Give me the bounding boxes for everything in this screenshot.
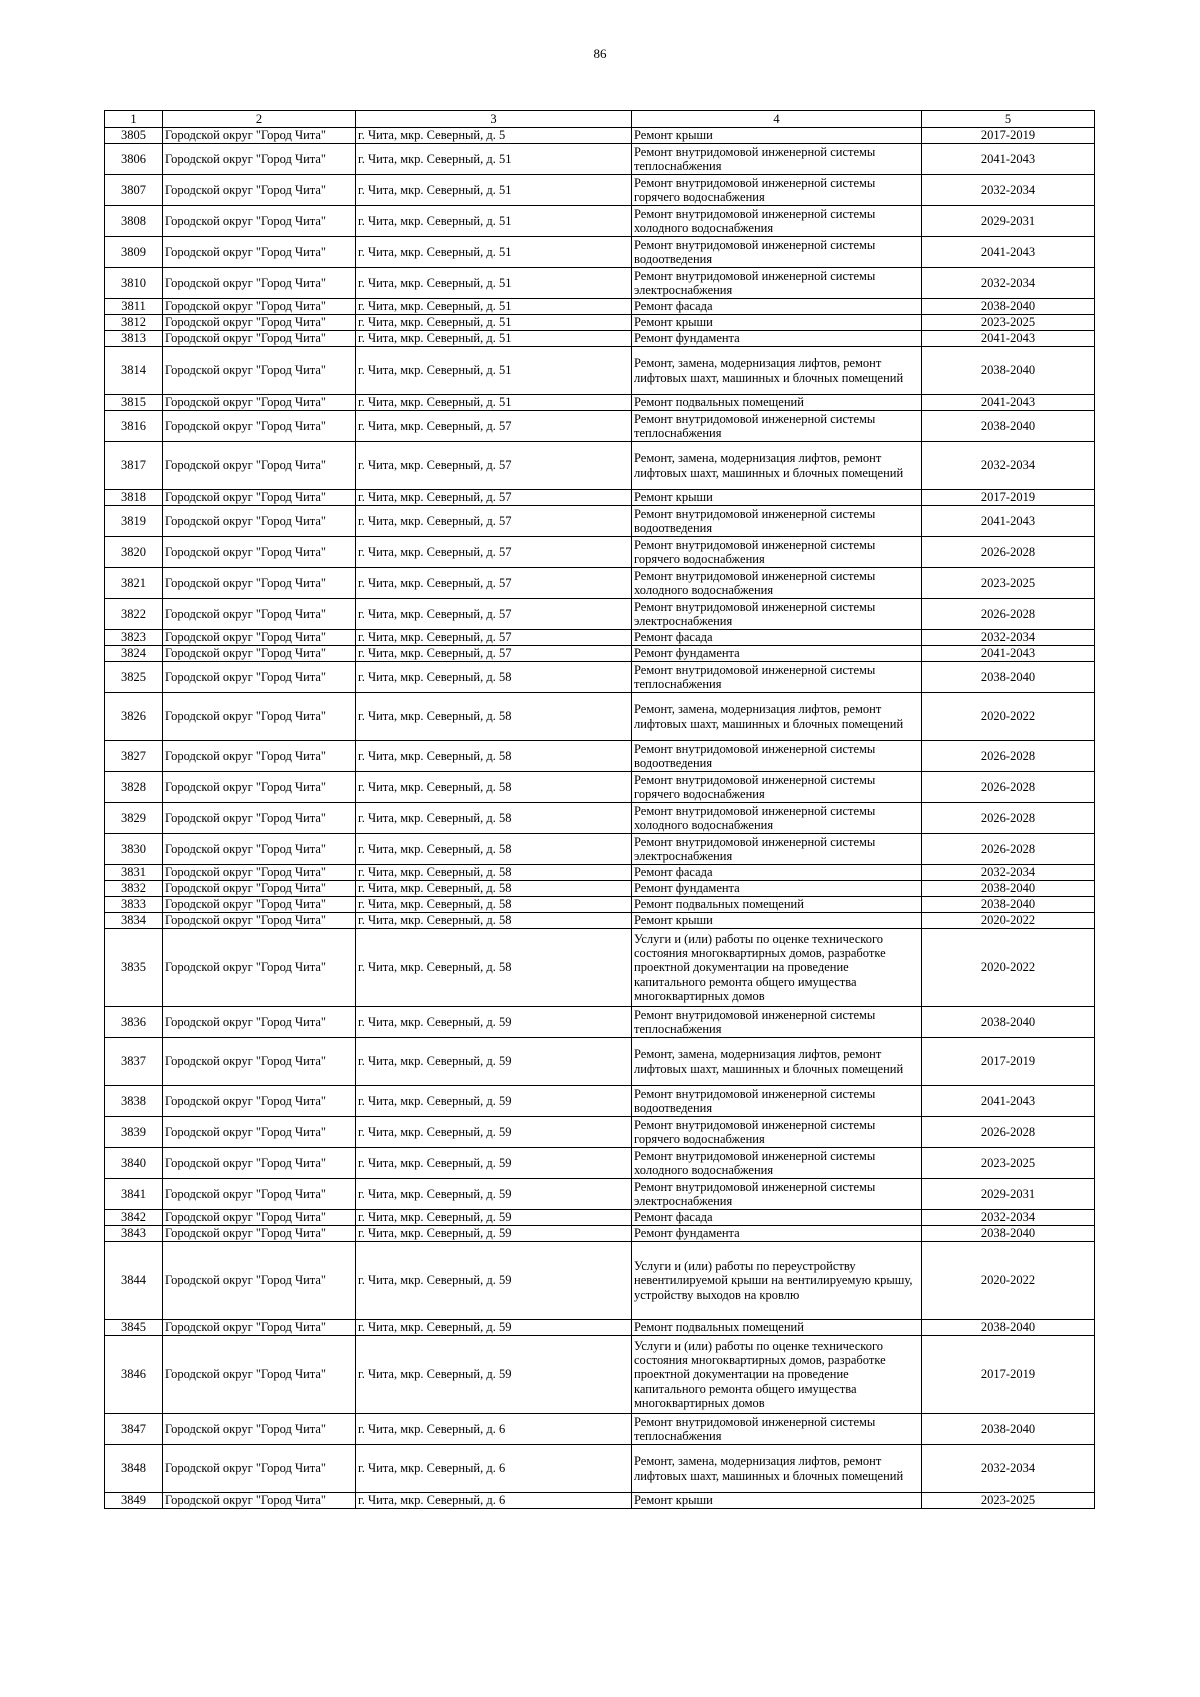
municipality-cell: Городской округ "Город Чита" [163,772,356,803]
row-number-cell: 3830 [105,834,163,865]
municipality-cell: Городской округ "Город Чита" [163,1445,356,1493]
row-number-cell: 3811 [105,299,163,315]
period-cell: 2026-2028 [922,1117,1095,1148]
table-row [105,490,1095,506]
period-cell: 2041-2043 [922,331,1095,347]
row-number-cell: 3819 [105,506,163,537]
period-cell: 2026-2028 [922,599,1095,630]
table-row [105,568,1095,599]
period-cell: 2032-2034 [922,630,1095,646]
municipality-cell: Городской округ "Город Чита" [163,1007,356,1038]
row-number-cell: 3847 [105,1414,163,1445]
work-type-cell: Услуги и (или) работы по оценке технического состояния многоквартирных домов, разработке проектной документации на проведение капитального ремонта общего имущества многоквартирных домов [632,929,922,1007]
municipality-cell: Городской округ "Город Чита" [163,1320,356,1336]
table-row [105,929,1095,1007]
work-type-cell: Ремонт фундамента [632,646,922,662]
municipality-cell: Городской округ "Город Чита" [163,630,356,646]
row-number-cell: 3816 [105,411,163,442]
row-number-cell: 3840 [105,1148,163,1179]
municipality-cell: Городской округ "Город Чита" [163,1148,356,1179]
row-number-cell: 3828 [105,772,163,803]
period-cell: 2023-2025 [922,315,1095,331]
municipality-cell: Городской округ "Город Чита" [163,442,356,490]
table-row [105,913,1095,929]
address-cell: г. Чита, мкр. Северный, д. 57 [356,630,632,646]
municipality-cell: Городской округ "Город Чита" [163,897,356,913]
table-row [105,1493,1095,1509]
work-type-cell: Ремонт внутридомовой инженерной системы горячего водоснабжения [632,1117,922,1148]
work-type-cell: Услуги и (или) работы по оценке технического состояния многоквартирных домов, разработке проектной документации на проведение капитального ремонта общего имущества многоквартирных домов [632,1336,922,1414]
column-header-1: 1 [105,111,163,128]
column-header-4: 4 [632,111,922,128]
table-row [105,1320,1095,1336]
address-cell: г. Чита, мкр. Северный, д. 6 [356,1493,632,1509]
municipality-cell: Городской округ "Город Чита" [163,881,356,897]
row-number-cell: 3845 [105,1320,163,1336]
period-cell: 2038-2040 [922,662,1095,693]
row-number-cell: 3832 [105,881,163,897]
row-number-cell: 3809 [105,237,163,268]
row-number-cell: 3834 [105,913,163,929]
period-cell: 2020-2022 [922,913,1095,929]
work-type-cell: Ремонт, замена, модернизация лифтов, ремонт лифтовых шахт, машинных и блочных помещений [632,347,922,395]
municipality-cell: Городской округ "Город Чита" [163,599,356,630]
work-type-cell: Ремонт внутридомовой инженерной системы теплоснабжения [632,144,922,175]
period-cell: 2038-2040 [922,881,1095,897]
period-cell: 2041-2043 [922,237,1095,268]
address-cell: г. Чита, мкр. Северный, д. 57 [356,490,632,506]
period-cell: 2029-2031 [922,1179,1095,1210]
period-cell: 2032-2034 [922,268,1095,299]
municipality-cell: Городской округ "Город Чита" [163,865,356,881]
row-number-cell: 3813 [105,331,163,347]
municipality-cell: Городской округ "Город Чита" [163,1038,356,1086]
address-cell: г. Чита, мкр. Северный, д. 51 [356,347,632,395]
table-row [105,1179,1095,1210]
municipality-cell: Городской округ "Город Чита" [163,144,356,175]
table-row [105,1148,1095,1179]
period-cell: 2023-2025 [922,1148,1095,1179]
address-cell: г. Чита, мкр. Северный, д. 58 [356,865,632,881]
period-cell: 2038-2040 [922,411,1095,442]
period-cell: 2032-2034 [922,442,1095,490]
table-row [105,772,1095,803]
address-cell: г. Чита, мкр. Северный, д. 58 [356,662,632,693]
table-row [105,442,1095,490]
work-type-cell: Ремонт внутридомовой инженерной системы горячего водоснабжения [632,537,922,568]
period-cell: 2038-2040 [922,299,1095,315]
period-cell: 2032-2034 [922,175,1095,206]
table-row [105,1038,1095,1086]
period-cell: 2032-2034 [922,1210,1095,1226]
row-number-cell: 3814 [105,347,163,395]
period-cell: 2023-2025 [922,568,1095,599]
address-cell: г. Чита, мкр. Северный, д. 51 [356,237,632,268]
address-cell: г. Чита, мкр. Северный, д. 59 [356,1242,632,1320]
table-row [105,599,1095,630]
municipality-cell: Городской округ "Город Чита" [163,1086,356,1117]
municipality-cell: Городской округ "Город Чита" [163,315,356,331]
municipality-cell: Городской округ "Город Чита" [163,268,356,299]
work-type-cell: Ремонт фундамента [632,1226,922,1242]
row-number-cell: 3829 [105,803,163,834]
municipality-cell: Городской округ "Город Чита" [163,411,356,442]
period-cell: 2020-2022 [922,929,1095,1007]
work-type-cell: Ремонт крыши [632,1493,922,1509]
municipality-cell: Городской округ "Город Чита" [163,1117,356,1148]
period-cell: 2041-2043 [922,144,1095,175]
row-number-cell: 3846 [105,1336,163,1414]
address-cell: г. Чита, мкр. Северный, д. 58 [356,741,632,772]
table-row [105,237,1095,268]
work-type-cell: Ремонт фундамента [632,331,922,347]
address-cell: г. Чита, мкр. Северный, д. 51 [356,268,632,299]
municipality-cell: Городской округ "Город Чита" [163,1210,356,1226]
row-number-cell: 3849 [105,1493,163,1509]
municipality-cell: Городской округ "Город Чита" [163,834,356,865]
municipality-cell: Городской округ "Город Чита" [163,1179,356,1210]
table-row [105,1445,1095,1493]
address-cell: г. Чита, мкр. Северный, д. 59 [356,1179,632,1210]
work-type-cell: Ремонт внутридомовой инженерной системы холодного водоснабжения [632,206,922,237]
municipality-cell: Городской округ "Город Чита" [163,237,356,268]
page-number: 86 [593,46,607,61]
table-row [105,144,1095,175]
period-cell: 2032-2034 [922,865,1095,881]
address-cell: г. Чита, мкр. Северный, д. 58 [356,881,632,897]
row-number-cell: 3837 [105,1038,163,1086]
period-cell: 2026-2028 [922,834,1095,865]
address-cell: г. Чита, мкр. Северный, д. 51 [356,331,632,347]
address-cell: г. Чита, мкр. Северный, д. 58 [356,803,632,834]
address-cell: г. Чита, мкр. Северный, д. 59 [356,1117,632,1148]
period-cell: 2026-2028 [922,741,1095,772]
table-row [105,693,1095,741]
row-number-cell: 3810 [105,268,163,299]
address-cell: г. Чита, мкр. Северный, д. 59 [356,1086,632,1117]
period-cell: 2041-2043 [922,506,1095,537]
work-type-cell: Ремонт подвальных помещений [632,395,922,411]
work-type-cell: Ремонт фундамента [632,881,922,897]
period-cell: 2038-2040 [922,347,1095,395]
municipality-cell: Городской округ "Город Чита" [163,803,356,834]
municipality-cell: Городской округ "Город Чита" [163,1242,356,1320]
period-cell: 2017-2019 [922,490,1095,506]
address-cell: г. Чита, мкр. Северный, д. 51 [356,315,632,331]
row-number-cell: 3831 [105,865,163,881]
table-row [105,347,1095,395]
work-type-cell: Ремонт внутридомовой инженерной системы водоотведения [632,1086,922,1117]
municipality-cell: Городской округ "Город Чита" [163,128,356,144]
address-cell: г. Чита, мкр. Северный, д. 58 [356,897,632,913]
period-cell: 2038-2040 [922,1226,1095,1242]
row-number-cell: 3805 [105,128,163,144]
row-number-cell: 3848 [105,1445,163,1493]
address-cell: г. Чита, мкр. Северный, д. 57 [356,411,632,442]
municipality-cell: Городской округ "Город Чита" [163,537,356,568]
address-cell: г. Чита, мкр. Северный, д. 59 [356,1320,632,1336]
municipality-cell: Городской округ "Город Чита" [163,568,356,599]
period-cell: 2038-2040 [922,1320,1095,1336]
row-number-cell: 3838 [105,1086,163,1117]
municipality-cell: Городской округ "Город Чита" [163,662,356,693]
period-cell: 2041-2043 [922,395,1095,411]
work-type-cell: Ремонт внутридомовой инженерной системы горячего водоснабжения [632,772,922,803]
table-row [105,741,1095,772]
municipality-cell: Городской округ "Город Чита" [163,1336,356,1414]
table-row [105,299,1095,315]
table-row [105,834,1095,865]
work-type-cell: Ремонт фасада [632,630,922,646]
address-cell: г. Чита, мкр. Северный, д. 57 [356,537,632,568]
row-number-cell: 3807 [105,175,163,206]
table-row [105,128,1095,144]
address-cell: г. Чита, мкр. Северный, д. 51 [356,175,632,206]
address-cell: г. Чита, мкр. Северный, д. 51 [356,144,632,175]
address-cell: г. Чита, мкр. Северный, д. 59 [356,1007,632,1038]
row-number-cell: 3826 [105,693,163,741]
address-cell: г. Чита, мкр. Северный, д. 59 [356,1226,632,1242]
row-number-cell: 3827 [105,741,163,772]
address-cell: г. Чита, мкр. Северный, д. 6 [356,1414,632,1445]
work-type-cell: Ремонт фасада [632,1210,922,1226]
address-cell: г. Чита, мкр. Северный, д. 57 [356,568,632,599]
address-cell: г. Чита, мкр. Северный, д. 6 [356,1445,632,1493]
work-type-cell: Ремонт внутридомовой инженерной системы электроснабжения [632,599,922,630]
period-cell: 2038-2040 [922,897,1095,913]
table-row [105,411,1095,442]
column-header-3: 3 [356,111,632,128]
column-header-2: 2 [163,111,356,128]
table-row [105,1007,1095,1038]
row-number-cell: 3812 [105,315,163,331]
municipality-cell: Городской округ "Город Чита" [163,299,356,315]
municipality-cell: Городской округ "Город Чита" [163,175,356,206]
municipality-cell: Городской округ "Город Чита" [163,929,356,1007]
row-number-cell: 3817 [105,442,163,490]
work-type-cell: Ремонт, замена, модернизация лифтов, ремонт лифтовых шахт, машинных и блочных помещений [632,693,922,741]
column-number-row [105,111,1095,128]
row-number-cell: 3824 [105,646,163,662]
work-type-cell: Ремонт внутридомовой инженерной системы водоотведения [632,506,922,537]
period-cell: 2020-2022 [922,693,1095,741]
table-row [105,881,1095,897]
municipality-cell: Городской округ "Город Чита" [163,1493,356,1509]
table-row [105,506,1095,537]
work-type-cell: Ремонт внутридомовой инженерной системы теплоснабжения [632,662,922,693]
address-cell: г. Чита, мкр. Северный, д. 59 [356,1210,632,1226]
period-cell: 2017-2019 [922,128,1095,144]
period-cell: 2041-2043 [922,1086,1095,1117]
municipality-cell: Городской округ "Город Чита" [163,395,356,411]
work-type-cell: Ремонт фасада [632,865,922,881]
table-row [105,537,1095,568]
work-type-cell: Ремонт внутридомовой инженерной системы холодного водоснабжения [632,568,922,599]
table-row [105,175,1095,206]
row-number-cell: 3822 [105,599,163,630]
municipality-cell: Городской округ "Город Чита" [163,506,356,537]
period-cell: 2026-2028 [922,537,1095,568]
capital-repair-table [104,110,1095,1509]
row-number-cell: 3835 [105,929,163,1007]
work-type-cell: Ремонт внутридомовой инженерной системы теплоснабжения [632,1414,922,1445]
row-number-cell: 3818 [105,490,163,506]
municipality-cell: Городской округ "Город Чита" [163,206,356,237]
period-cell: 2038-2040 [922,1414,1095,1445]
period-cell: 2020-2022 [922,1242,1095,1320]
table-row [105,315,1095,331]
municipality-cell: Городской округ "Город Чита" [163,646,356,662]
table-row [105,1414,1095,1445]
work-type-cell: Ремонт внутридомовой инженерной системы электроснабжения [632,1179,922,1210]
row-number-cell: 3821 [105,568,163,599]
table-row [105,331,1095,347]
period-cell: 2017-2019 [922,1336,1095,1414]
period-cell: 2017-2019 [922,1038,1095,1086]
municipality-cell: Городской округ "Город Чита" [163,1414,356,1445]
row-number-cell: 3833 [105,897,163,913]
row-number-cell: 3841 [105,1179,163,1210]
period-cell: 2041-2043 [922,646,1095,662]
work-type-cell: Ремонт внутридомовой инженерной системы водоотведения [632,741,922,772]
address-cell: г. Чита, мкр. Северный, д. 58 [356,693,632,741]
work-type-cell: Ремонт внутридомовой инженерной системы горячего водоснабжения [632,175,922,206]
period-cell: 2032-2034 [922,1445,1095,1493]
table-row [105,206,1095,237]
work-type-cell: Ремонт внутридомовой инженерной системы теплоснабжения [632,411,922,442]
address-cell: г. Чита, мкр. Северный, д. 59 [356,1038,632,1086]
address-cell: г. Чита, мкр. Северный, д. 58 [356,772,632,803]
table-body [105,128,1095,1509]
work-type-cell: Ремонт внутридомовой инженерной системы водоотведения [632,237,922,268]
row-number-cell: 3808 [105,206,163,237]
work-type-cell: Ремонт, замена, модернизация лифтов, ремонт лифтовых шахт, машинных и блочных помещений [632,1445,922,1493]
table-row [105,1086,1095,1117]
table-row [105,395,1095,411]
table-row [105,1336,1095,1414]
row-number-cell: 3839 [105,1117,163,1148]
work-type-cell: Ремонт внутридомовой инженерной системы холодного водоснабжения [632,803,922,834]
row-number-cell: 3844 [105,1242,163,1320]
table-row [105,1226,1095,1242]
table-row [105,865,1095,881]
municipality-cell: Городской округ "Город Чита" [163,347,356,395]
work-type-cell: Ремонт внутридомовой инженерной системы холодного водоснабжения [632,1148,922,1179]
table-row [105,662,1095,693]
address-cell: г. Чита, мкр. Северный, д. 57 [356,506,632,537]
table-row [105,1210,1095,1226]
work-type-cell: Ремонт крыши [632,490,922,506]
period-cell: 2026-2028 [922,772,1095,803]
table-row [105,803,1095,834]
work-type-cell: Ремонт крыши [632,128,922,144]
address-cell: г. Чита, мкр. Северный, д. 58 [356,913,632,929]
period-cell: 2038-2040 [922,1007,1095,1038]
work-type-cell: Ремонт внутридомовой инженерной системы теплоснабжения [632,1007,922,1038]
municipality-cell: Городской округ "Город Чита" [163,331,356,347]
work-type-cell: Ремонт внутридомовой инженерной системы электроснабжения [632,834,922,865]
municipality-cell: Городской округ "Город Чита" [163,913,356,929]
work-type-cell: Услуги и (или) работы по переустройству невентилируемой крыши на вентилируемую крышу, устройству выходов на кровлю [632,1242,922,1320]
address-cell: г. Чита, мкр. Северный, д. 59 [356,1148,632,1179]
work-type-cell: Ремонт подвальных помещений [632,897,922,913]
table-row [105,268,1095,299]
work-type-cell: Ремонт, замена, модернизация лифтов, ремонт лифтовых шахт, машинных и блочных помещений [632,1038,922,1086]
period-cell: 2026-2028 [922,803,1095,834]
address-cell: г. Чита, мкр. Северный, д. 58 [356,834,632,865]
table-row [105,897,1095,913]
municipality-cell: Городской округ "Город Чита" [163,741,356,772]
address-cell: г. Чита, мкр. Северный, д. 51 [356,395,632,411]
address-cell: г. Чита, мкр. Северный, д. 58 [356,929,632,1007]
address-cell: г. Чита, мкр. Северный, д. 57 [356,646,632,662]
row-number-cell: 3836 [105,1007,163,1038]
period-cell: 2029-2031 [922,206,1095,237]
municipality-cell: Городской округ "Город Чита" [163,693,356,741]
address-cell: г. Чита, мкр. Северный, д. 59 [356,1336,632,1414]
work-type-cell: Ремонт крыши [632,315,922,331]
municipality-cell: Городской округ "Город Чита" [163,490,356,506]
address-cell: г. Чита, мкр. Северный, д. 57 [356,442,632,490]
municipality-cell: Городской округ "Город Чита" [163,1226,356,1242]
work-type-cell: Ремонт крыши [632,913,922,929]
row-number-cell: 3843 [105,1226,163,1242]
row-number-cell: 3815 [105,395,163,411]
work-type-cell: Ремонт подвальных помещений [632,1320,922,1336]
row-number-cell: 3842 [105,1210,163,1226]
row-number-cell: 3823 [105,630,163,646]
row-number-cell: 3806 [105,144,163,175]
table-row [105,1242,1095,1320]
row-number-cell: 3825 [105,662,163,693]
table-row [105,1117,1095,1148]
table-row [105,630,1095,646]
address-cell: г. Чита, мкр. Северный, д. 51 [356,206,632,237]
work-type-cell: Ремонт, замена, модернизация лифтов, ремонт лифтовых шахт, машинных и блочных помещений [632,442,922,490]
row-number-cell: 3820 [105,537,163,568]
table-row [105,646,1095,662]
work-type-cell: Ремонт внутридомовой инженерной системы электроснабжения [632,268,922,299]
work-type-cell: Ремонт фасада [632,299,922,315]
period-cell: 2023-2025 [922,1493,1095,1509]
column-header-5: 5 [922,111,1095,128]
address-cell: г. Чита, мкр. Северный, д. 51 [356,299,632,315]
address-cell: г. Чита, мкр. Северный, д. 5 [356,128,632,144]
address-cell: г. Чита, мкр. Северный, д. 57 [356,599,632,630]
